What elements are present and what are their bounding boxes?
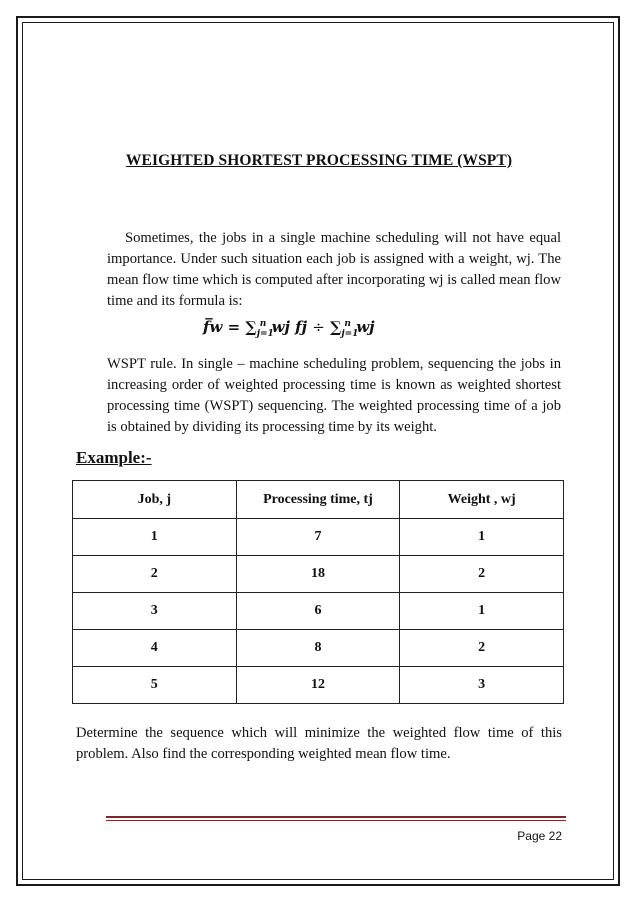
formula-sum-2-lower: j=1 [341, 329, 359, 339]
table-row [73, 593, 564, 630]
page-number: Page 22 [517, 829, 562, 843]
formula-lhs: f̅w [203, 318, 223, 336]
formula-equals: = [227, 318, 241, 336]
formula-sum-2: ∑ [330, 318, 342, 336]
formula-sum-1-lower: j=1 [256, 329, 274, 339]
cell-weight: 3 [400, 667, 564, 704]
formula-divide: ÷ [312, 318, 325, 336]
formula-term-2: wj [356, 318, 375, 336]
wspt-rule-paragraph: WSPT rule. In single – machine scheduling problem, sequencing the jobs in increasing order of weighted processing time is known as weighted shortest processing time (WSPT) sequencing. The weighted processing time of a job is obtained by dividing its processing time by its weight. [107, 356, 561, 435]
cell-weight: 2 [400, 630, 564, 667]
cell-job: 2 [73, 556, 237, 593]
table-row [73, 556, 564, 593]
formula-sum-1-upper: n [259, 319, 267, 329]
question-paragraph: Determine the sequence which will minimize the weighted flow time of this problem. Also find the corresponding weighted mean flow time. [76, 725, 562, 762]
cell-weight: 1 [400, 593, 564, 630]
section-title: WEIGHTED SHORTEST PROCESSING TIME (WSPT) [125, 152, 513, 169]
cell-job: 4 [73, 630, 237, 667]
header-processing-time: Processing time, tj [236, 481, 400, 519]
cell-processing-time: 7 [236, 519, 400, 556]
footer-rule-thin [106, 820, 566, 821]
cell-job: 3 [73, 593, 237, 630]
cell-processing-time: 6 [236, 593, 400, 630]
cell-weight: 2 [400, 556, 564, 593]
header-weight: Weight , wj [400, 481, 564, 519]
cell-processing-time: 18 [236, 556, 400, 593]
formula-term-1: wj fj [271, 318, 308, 336]
intro-paragraph: Sometimes, the jobs in a single machine scheduling will not have equal importance. Under such situation each job is assigned with a weight, wj. The mean flow time which is computed after incorporating wj is called mean flow time and its formula is: [107, 230, 561, 309]
table-row [73, 630, 564, 667]
table-header-row [73, 481, 564, 519]
cell-weight: 1 [400, 519, 564, 556]
cell-processing-time: 12 [236, 667, 400, 704]
example-table [72, 480, 564, 704]
formula-sum-2-upper: n [344, 319, 351, 329]
table-row [73, 667, 564, 704]
cell-job: 1 [73, 519, 237, 556]
footer-rule [106, 816, 566, 818]
example-heading: Example:- [76, 448, 152, 467]
cell-job: 5 [73, 667, 237, 704]
header-job: Job, j [73, 481, 237, 519]
cell-processing-time: 8 [236, 630, 400, 667]
formula-sum-1: ∑ [245, 318, 257, 336]
table-row [73, 519, 564, 556]
mean-flow-time-formula [203, 318, 375, 339]
